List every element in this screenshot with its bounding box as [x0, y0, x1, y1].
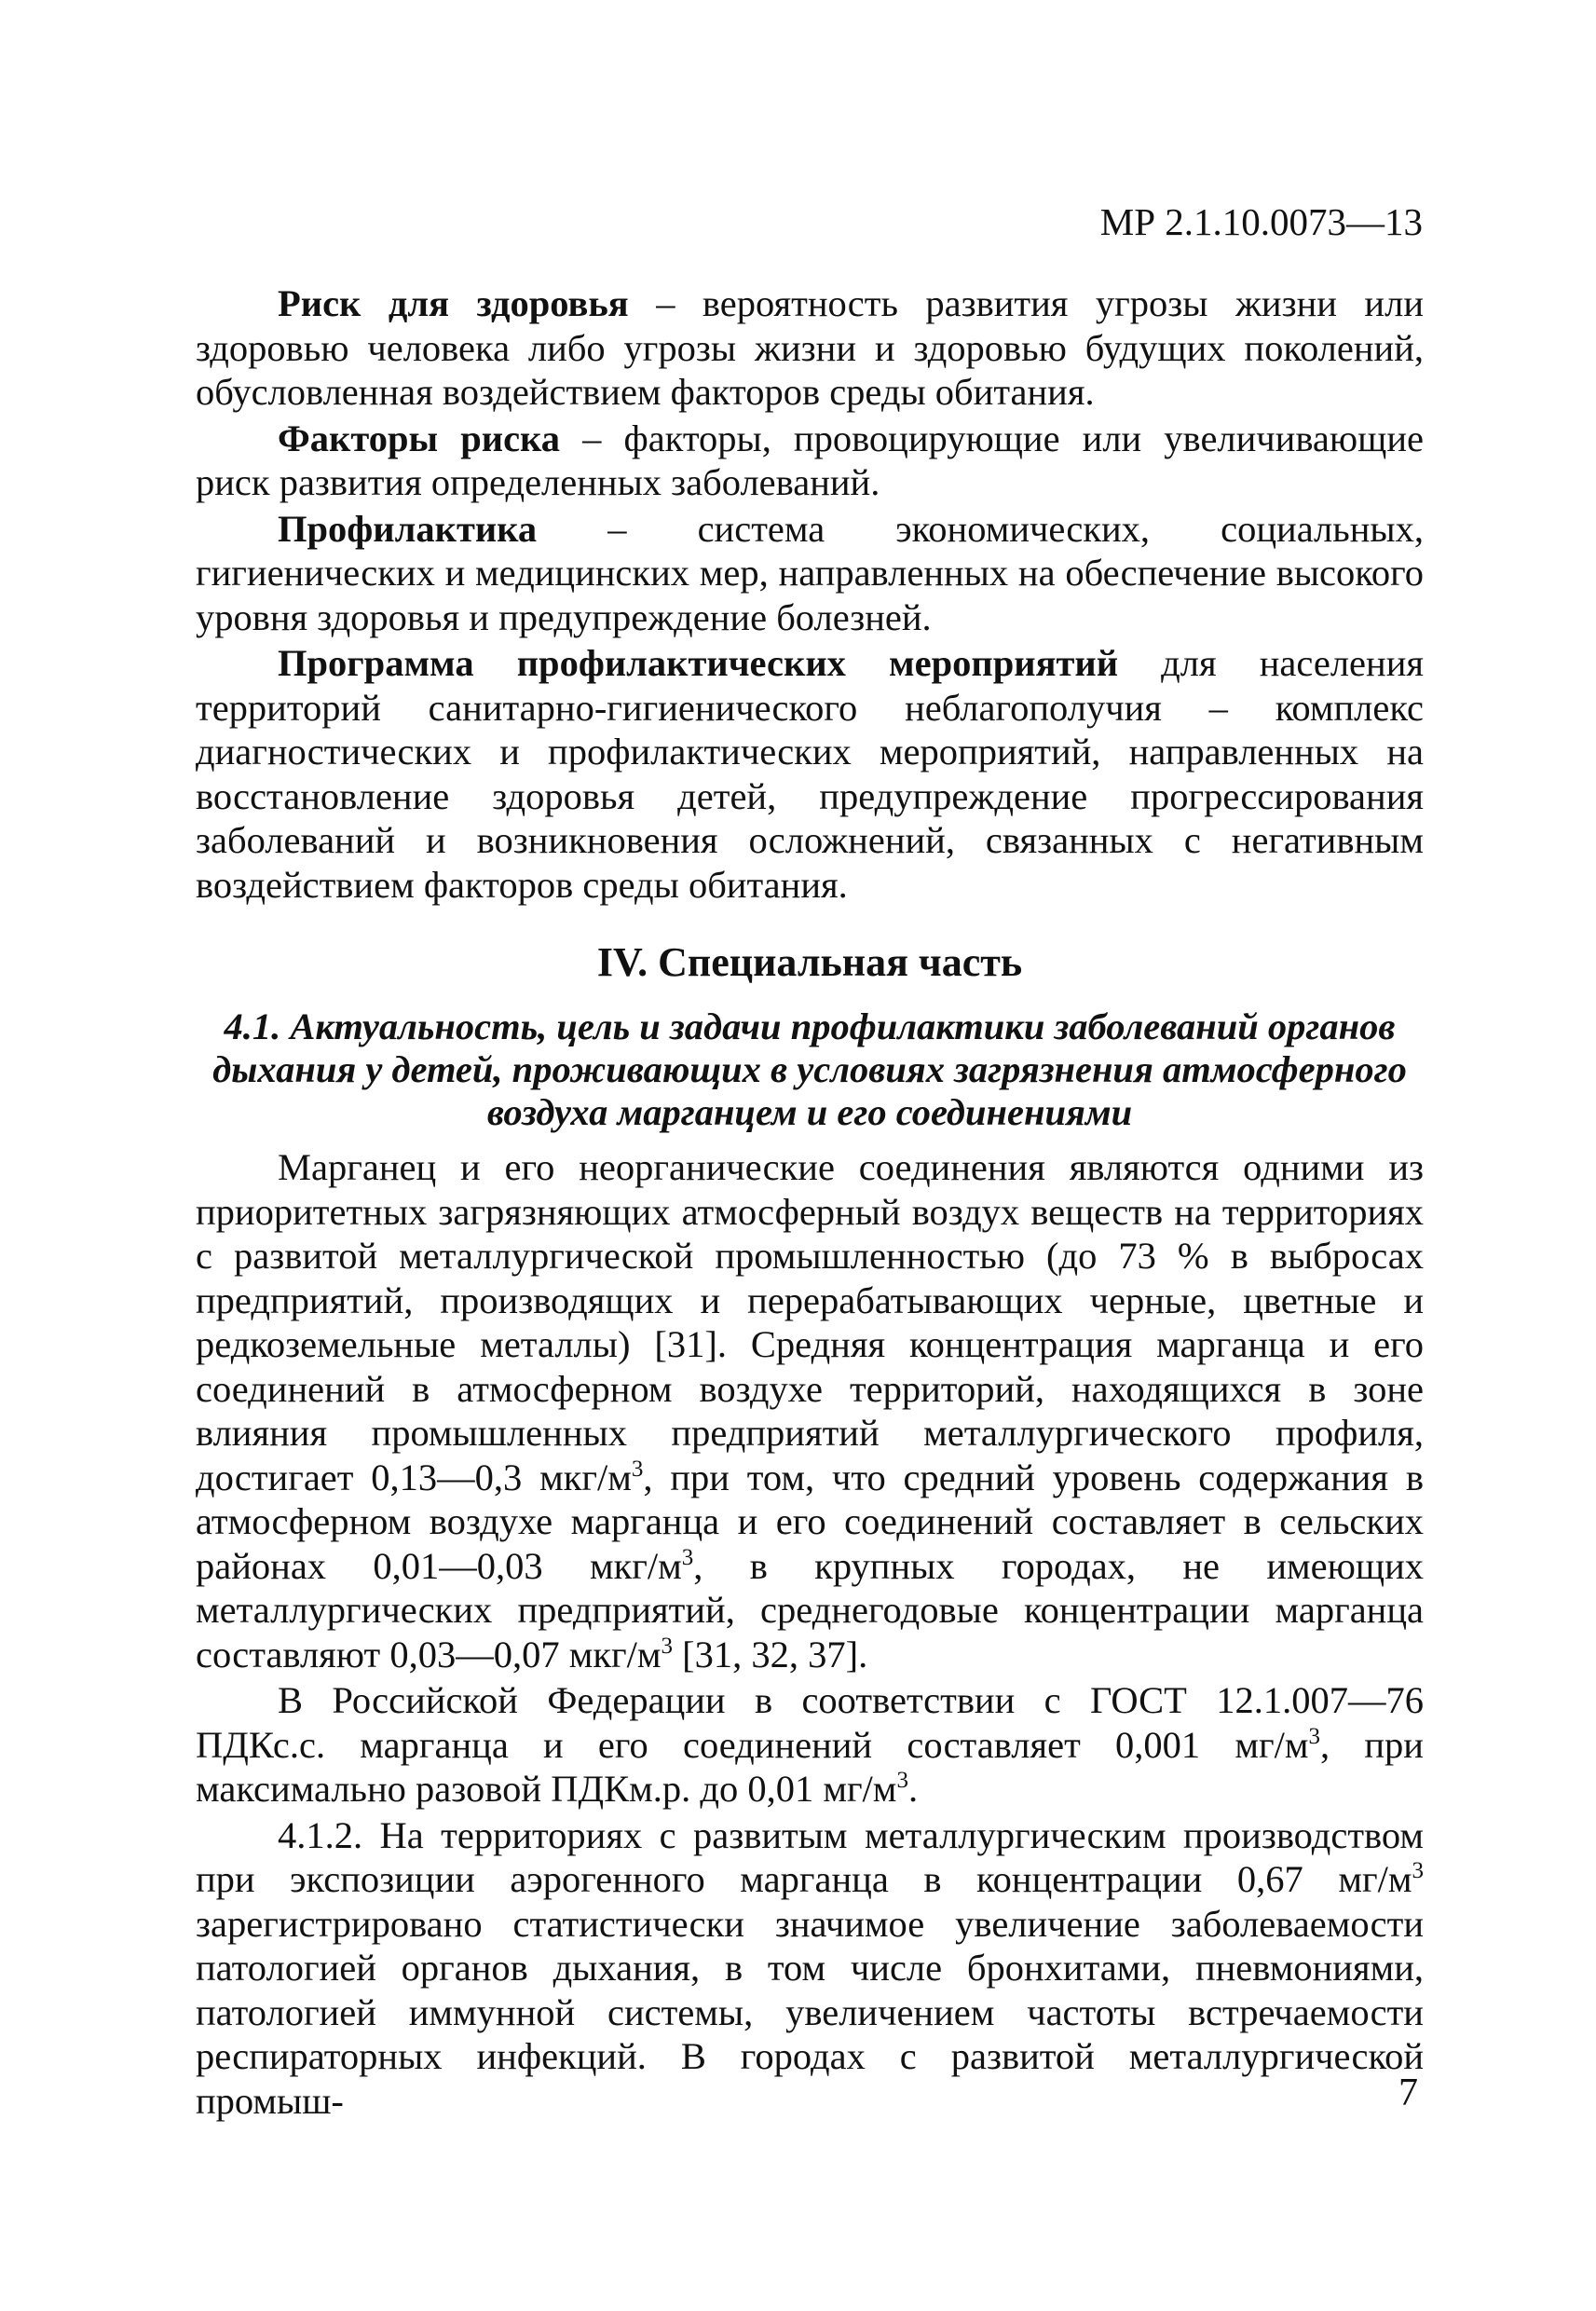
superscript-cube: 3: [681, 1544, 694, 1570]
definition-term: Факторы риска: [278, 417, 561, 459]
superscript-cube: 3: [661, 1633, 674, 1659]
definition-risk-factors: [196, 417, 1424, 505]
superscript-cube: 3: [896, 1768, 908, 1793]
paragraph-4-1-2: [196, 1813, 1424, 2124]
page-number: 7: [1398, 2072, 1418, 2114]
definition-term: Риск для здоровья: [278, 282, 629, 324]
definition-term: Программа профилактических мероприятий: [278, 642, 1119, 684]
definition-text: для населения территорий санитарно-гигиенического неблагополучия – комплекс диагностических и профилактических мероприятий, направленных на восстановление здоровья детей, предупреждение прогрессирования заболеваний и возникновения осложнений, связанных с негативным воздействием факторов среды обитания.: [196, 642, 1424, 906]
paragraph-text: , при том, что средний уровень содержания в атмосферном воздухе марганца и его соединений составляет в сельских районах 0,01—0,03 мкг/м: [196, 1456, 1424, 1587]
paragraph-text: , в крупных городах, не имеющих металлургических предприятий, среднегодовые концентрации марганца составляют 0,03—0,07 мкг/м: [196, 1544, 1424, 1675]
definition-term: Профилактика: [278, 507, 538, 550]
paragraph-text: [31, 32, 37].: [673, 1633, 868, 1675]
definition-text: – факторы, провоцирующие или увеличивающие риск развития определенных заболеваний.: [196, 417, 1425, 503]
page-content: [196, 281, 1424, 2125]
paragraph-text: 4.1.2. На территориях с развитым металлургическим производством при экспозиции аэрогенного марганца в концентрации 0,67 мг/м: [196, 1813, 1424, 1900]
definition-prevention-program: [196, 641, 1424, 907]
paragraph-text: .: [907, 1768, 919, 1810]
paragraph-text: зарегистрировано статистически значимое увеличение заболеваемости патологией органов дыхания, в том числе бронхитами, пневмониями, патологией иммунной системы, увеличением частоты встречаемости респираторных инфекций. В городах с развитой металлургической промыш-: [196, 1902, 1424, 2122]
paragraph-russian-limits: [196, 1678, 1424, 1812]
superscript-cube: 3: [1308, 1723, 1321, 1749]
paragraph-text: В Российской Федерации в соответствии с ГОСТ 12.1.007—76 ПДКс.с. марганца и его соединений составляет 0,001 мг/м: [196, 1679, 1424, 1766]
superscript-cube: 3: [1412, 1858, 1424, 1883]
section-heading: IV. Специальная часть: [596, 939, 1023, 985]
subsection-heading: 4.1. Актуальность, цель и задачи профилактики заболеваний органов дыхания у детей, проживающих в условиях загрязнения атмосферного воздуха марганцем и его соединениями: [212, 1005, 1407, 1133]
superscript-cube: 3: [631, 1456, 644, 1482]
document-code: МР 2.1.10.0073—13: [1099, 200, 1423, 243]
definition-text: – вероятность развития угрозы жизни или здоровью человека либо угрозы жизни и здоровью будущих поколений, обусловленная воздействием факторов среды обитания.: [196, 282, 1424, 413]
paragraph-text: Марганец и его неорганические соединения являются одними из приоритетных загрязняющих атмосферный воздух веществ на территориях с развитой металлургической промышленностью (до 73 % в выбросах предприятий, производящих и перерабатывающих черные, цветные и редкоземельные металлы) [31]. Средняя концентрация марганца и его соединений в атмосферном воздухе территорий, находящихся в зоне влияния промышленных предприятий металлургического профиля, достигает 0,13—0,3 мкг/м: [196, 1146, 1424, 1498]
definition-prevention: [196, 507, 1424, 640]
paragraph-manganese-sources: [196, 1145, 1424, 1676]
paragraph-text: , при максимально разовой ПДКм.р. до 0,01 мг/м: [196, 1723, 1424, 1810]
definition-health-risk: [196, 281, 1424, 415]
definition-text: – система экономических, социальных, гигиенических и медицинских мер, направленных на обеспечение высокого уровня здоровья и предупреждение болезней.: [196, 507, 1424, 638]
